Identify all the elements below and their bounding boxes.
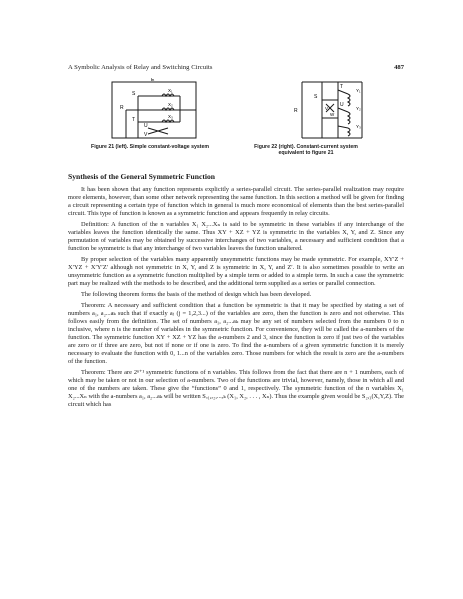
label-V2: V bbox=[325, 106, 329, 111]
label-T2: T bbox=[340, 84, 344, 90]
figure-22-diagram bbox=[278, 78, 374, 142]
label-T: T bbox=[132, 117, 136, 123]
page-header bbox=[68, 64, 404, 76]
paragraph-6: Theorem: There are 2ⁿ⁺¹ symmetric functions of n variables. This follows from the fact that there are n + 1 numbers, each of which may be taken or not in our selection of a-numbers. Two of the functions are trivial, however, namely, those in which all and one of the numbers are taken. These give the “functions” 0 and 1, respectively. The symmetric function of the n variables X₁ X₂...Xₙ with the a-numbers a₁, a₂...aₖ will be written Sₐ₁,ₐ₂,...ₐₖ (X₁, X₂, . . . , Xₙ). Thus the example given would be S₂,₃(X,Y,Z). The circuit which has bbox=[68, 368, 404, 408]
paragraph-1: It has been shown that any function represents explicitly a series-parallel circuit. The series-parallel realization may require more elements, however, than some other network representing the same function. In this section a method will be given for finding a circuit representing a certain type of function which in general is much more economical of elements than the best series-parallel circuit. This type of function is known as a symmetric function and appears frequently in relay circuits. bbox=[68, 186, 404, 217]
label-X2: X₂ bbox=[168, 102, 173, 107]
label-Y1: Y₁ bbox=[356, 88, 361, 93]
label-R: R bbox=[120, 105, 124, 111]
label-V: V bbox=[144, 132, 148, 138]
section-title: Synthesis of the General Symmetric Function bbox=[68, 172, 216, 181]
running-title: A Symbolic Analysis of Relay and Switching Circuits bbox=[68, 64, 213, 71]
figure-21-diagram bbox=[108, 78, 200, 142]
label-U2: U bbox=[340, 102, 344, 108]
page-number: 487 bbox=[394, 64, 404, 71]
label-R2: R bbox=[294, 108, 298, 114]
label-S: S bbox=[132, 91, 136, 97]
label-X1: X₁ bbox=[168, 88, 173, 93]
figures-row bbox=[78, 78, 408, 164]
paragraph-3: By proper selection of the variables many apparently unsymmetric functions may be made symmetric. For example, XY′Z + X′YZ + X′Y′Z′ although not symmetric in X, Y, and Z is symmetric in X, Y, and Z′. It is also sometimes possible to write an unsymmetric function as a symmetric function multiplied by a simple term or added to a simple term. In such a case the symmetric part may be realized with the methods to be described, and the additional term supplied as a series or parallel connection. bbox=[68, 256, 404, 287]
label-Y2: Y₂ bbox=[356, 106, 361, 111]
figure-22-caption: Figure 22 (right). Constant-current system equivalent to figure 21 bbox=[254, 144, 358, 157]
label-S2: S bbox=[314, 94, 318, 100]
label-Y3: Y₃ bbox=[356, 124, 361, 129]
paragraph-4: The following theorem forms the basis of the method of design which has been developed. bbox=[81, 291, 312, 298]
paragraph-5: Theorem: A necessary and sufficient condition that a function be symmetric is that it may be specified by stating a set of numbers a₁, a₂...aₖ such that if exactly aⱼ (j = 1,2,3...) of the variables are zero, then the function is zero and not otherwise. This follows easily from the definition. The set of numbers a₁, a₂...aₖ may be any set of numbers selected from the numbers 0 to n inclusive, where n is the number of variables in the symmetric function. For convenience, they will be called the a-numbers of the function. The symmetric function XY + XZ + YZ has the a-numbers 2 and 3, since the function is zero if just two of the variables are zero or if three are zero, but not if none or if one is zero. To find the a-numbers of a given symmetric function it is merely necessary to evaluate the function with 0, 1...n of the variables zero. Those numbers for which the result is zero are the a-numbers of the function. bbox=[68, 302, 404, 365]
figure-21-caption: Figure 21 (left). Simple constant-voltage system bbox=[91, 144, 209, 150]
label-U: U bbox=[144, 123, 148, 129]
body-text bbox=[68, 186, 404, 412]
label-X3: X₃ bbox=[168, 114, 173, 119]
paragraph-2: Definition: A function of the n variables X₁ X₂...Xₙ is said to be symmetric in these variables if any interchange of the variables leaves the function identically the same. Thus XY + XZ + YZ is symmetric in the variables X, Y, and Z. Since any permutation of variables may be obtained by successive interchanges of two variables, a necessary and sufficient condition that a function be symmetric is that any interchange of two variables leaves the function unaltered. bbox=[68, 221, 404, 252]
label-E: E bbox=[151, 78, 155, 83]
label-W2: W bbox=[330, 112, 335, 117]
